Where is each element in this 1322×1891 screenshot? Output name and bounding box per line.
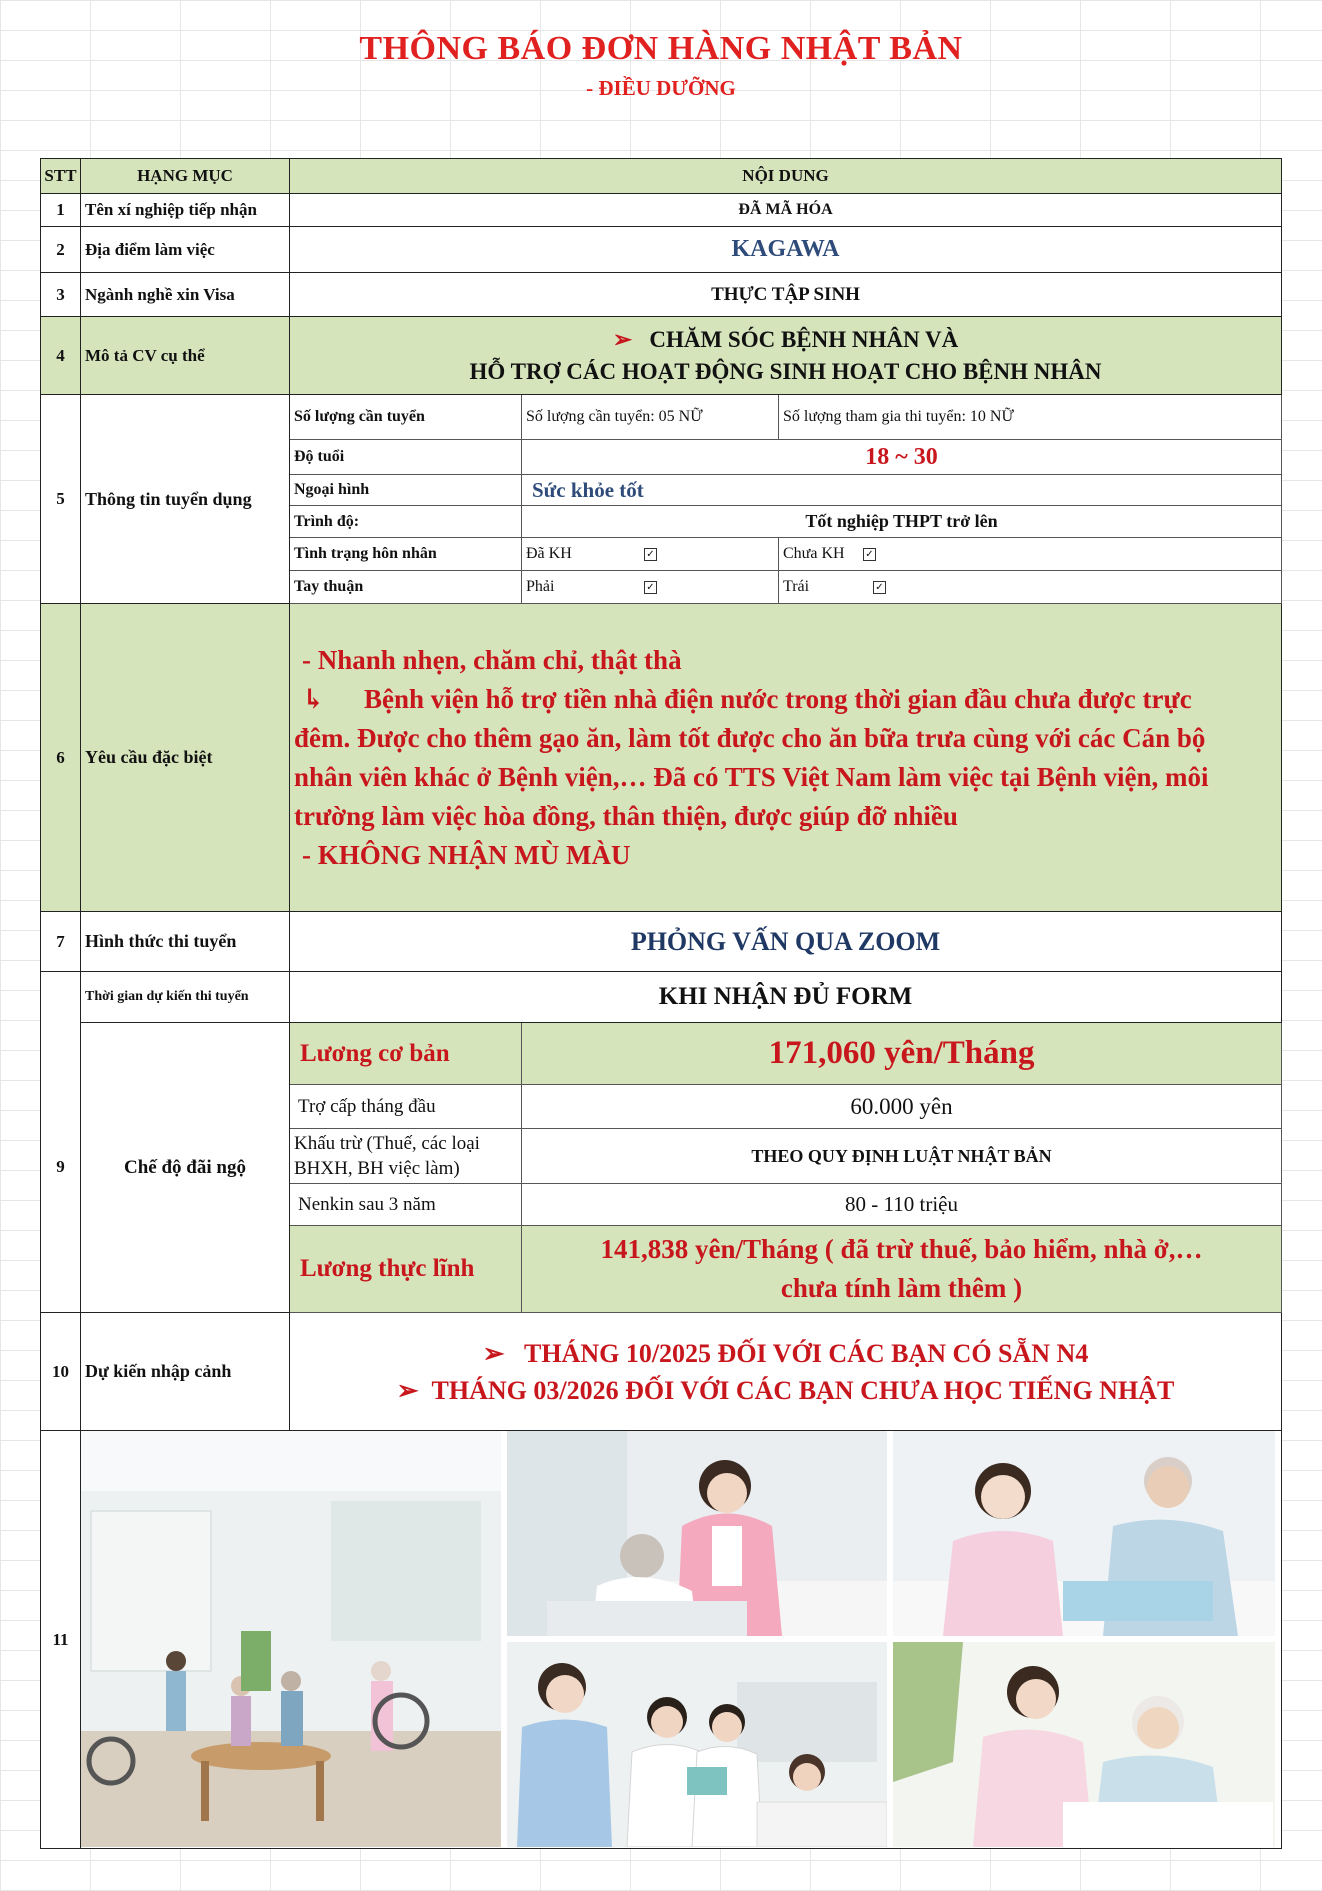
base-salary-value: 171,060 yên/Tháng [522, 1023, 1282, 1085]
nenkin-value: 80 - 110 triệu [522, 1184, 1282, 1226]
row-number: 11 [41, 1431, 81, 1849]
recruit-label: Thông tin tuyển dụng [81, 395, 290, 604]
row-number: 3 [41, 273, 81, 317]
nenkin-label: Nenkin sau 3 năm [290, 1184, 522, 1226]
location-value: KAGAWA [290, 227, 1282, 273]
special-req-line1: - Nhanh nhẹn, chăm chỉ, thật thà [302, 644, 682, 675]
exam-time-label: Thời gian dự kiến thi tuyển [81, 972, 290, 1023]
entry-line2: THÁNG 03/2026 ĐỐI VỚI CÁC BẠN CHƯA HỌC TIẾNG NHẬT [431, 1375, 1175, 1405]
row-number: 1 [41, 194, 81, 227]
special-req-label: Yêu cầu đặc biệt [81, 604, 290, 912]
married-option-label: Đã KH [526, 545, 572, 562]
right-hand-option-label: Phải [526, 578, 555, 595]
left-hand-option-label: Trái [783, 578, 810, 595]
table-row [41, 273, 1282, 317]
exam-form-label: Hình thức thi tuyển [81, 912, 290, 972]
job-desc-line1: CHĂM SÓC BỆNH NHÂN VÀ [649, 326, 959, 352]
net-salary-line1: 141,838 yên/Tháng ( đã trừ thuế, bảo hiểm, nhà ở,… [600, 1234, 1203, 1264]
checkbox-checked-icon[interactable]: ✓ [644, 581, 657, 594]
page-subtitle: - ĐIỀU DƯỠNG [586, 76, 736, 100]
allowance-value: 60.000 yên [522, 1085, 1282, 1129]
arrow-right-icon: ➢ [612, 326, 633, 352]
row-number: 2 [41, 227, 81, 273]
deduction-label: Khấu trừ (Thuế, các loại BHXH, BH việc làm) [290, 1129, 522, 1184]
checkbox-checked-icon[interactable]: ✓ [644, 548, 657, 561]
education-label: Trình độ: [290, 506, 522, 538]
education-value: Tốt nghiệp THPT trở lên [522, 506, 1282, 538]
table-row [41, 395, 1282, 440]
table-row [41, 1313, 1282, 1431]
location-label: Địa điểm làm việc [81, 227, 290, 273]
job-desc-label: Mô tả CV cụ thể [81, 317, 290, 395]
allowance-label: Trợ cấp tháng đầu [290, 1085, 522, 1129]
hand-label: Tay thuận [290, 571, 522, 604]
exam-time-value: KHI NHẬN ĐỦ FORM [290, 972, 1282, 1023]
net-salary-label: Lương thực lĩnh [290, 1226, 522, 1313]
deduction-value: THEO QUY ĐỊNH LUẬT NHẬT BẢN [522, 1129, 1282, 1184]
row-number: 6 [41, 604, 81, 912]
table-row [41, 227, 1282, 273]
company-value: ĐÃ MÃ HÓA [290, 194, 1282, 227]
age-value: 18 ~ 30 [522, 440, 1282, 475]
special-req-line2: Bệnh viện hỗ trợ tiền nhà điện nước trong thời gian đầu chưa được trực đêm. Được cho thêm gạo ăn, làm tốt được cho ăn bữa trưa cùng với các Cán bộ nhân viên khác ở Bệnh viện,… Đã có TTS Việt Nam làm việc tại Bệnh viện, môi trường làm việc hòa đồng, thân thiện, được giúp đỡ nhiều [294, 683, 1209, 831]
photo-care-lounge [81, 1431, 501, 1847]
checkbox-checked-icon[interactable]: ✓ [863, 548, 876, 561]
company-label: Tên xí nghiệp tiếp nhận [81, 194, 290, 227]
page-title: THÔNG BÁO ĐƠN HÀNG NHẬT BẢN [359, 30, 963, 67]
visa-label: Ngành nghề xin Visa [81, 273, 290, 317]
header-category: HẠNG MỤC [81, 159, 290, 194]
row-number: 10 [41, 1313, 81, 1431]
entry-label: Dự kiến nhập cảnh [81, 1313, 290, 1431]
exam-form-value: PHỎNG VẤN QUA ZOOM [290, 912, 1282, 972]
photo-collage [81, 1431, 1282, 1849]
single-option-label: Chưa KH [783, 545, 845, 562]
arrow-right-icon: ➢ [482, 1338, 505, 1368]
table-row [41, 912, 1282, 972]
net-salary-line2: chưa tính làm thêm ) [780, 1273, 1023, 1303]
entry-line1: THÁNG 10/2025 ĐỐI VỚI CÁC BẠN CÓ SẴN N4 [523, 1338, 1089, 1368]
photo-nurse-patient [507, 1431, 887, 1636]
appearance-value: Sức khỏe tốt [522, 475, 1282, 506]
row-number: 7 [41, 912, 81, 972]
job-order-table [40, 158, 1282, 1849]
benefits-label: Chế độ đãi ngộ [81, 1023, 290, 1313]
checkbox-checked-icon[interactable]: ✓ [873, 581, 886, 594]
table-row [41, 317, 1282, 395]
table-header-row [41, 159, 1282, 194]
visa-value: THỰC TẬP SINH [290, 273, 1282, 317]
table-row [41, 972, 1282, 1023]
row-number: 5 [41, 395, 81, 604]
appearance-label: Ngoại hình [290, 475, 522, 506]
job-desc-line2: HỖ TRỢ CÁC HOẠT ĐỘNG SINH HOẠT CHO BỆNH NHÂN [469, 358, 1102, 384]
photo-nurses-doctor [507, 1642, 887, 1847]
arrow-turn-icon: ↳ [302, 683, 325, 714]
table-row [41, 604, 1282, 912]
table-row [41, 194, 1282, 227]
age-label: Độ tuổi [290, 440, 522, 475]
row-number: 4 [41, 317, 81, 395]
table-row [41, 1431, 1282, 1849]
base-salary-label: Lương cơ bản [290, 1023, 522, 1085]
qty-label: Số lượng cần tuyển [290, 395, 522, 440]
qty-exam-value: Số lượng tham gia thi tuyển: 10 NỮ [779, 395, 1282, 440]
qty-value: Số lượng cần tuyển: 05 NỮ [522, 395, 779, 440]
photo-nurse-elderly-man [893, 1431, 1275, 1636]
header-stt: STT [41, 159, 81, 194]
row-number: 9 [56, 1157, 65, 1176]
special-req-line3: - KHÔNG NHẬN MÙ MÀU [302, 839, 631, 870]
photo-caregiver-elderly-woman [893, 1642, 1275, 1847]
header-content: NỘI DUNG [290, 159, 1282, 194]
arrow-right-icon: ➢ [396, 1375, 419, 1405]
marital-label: Tình trạng hôn nhân [290, 538, 522, 571]
